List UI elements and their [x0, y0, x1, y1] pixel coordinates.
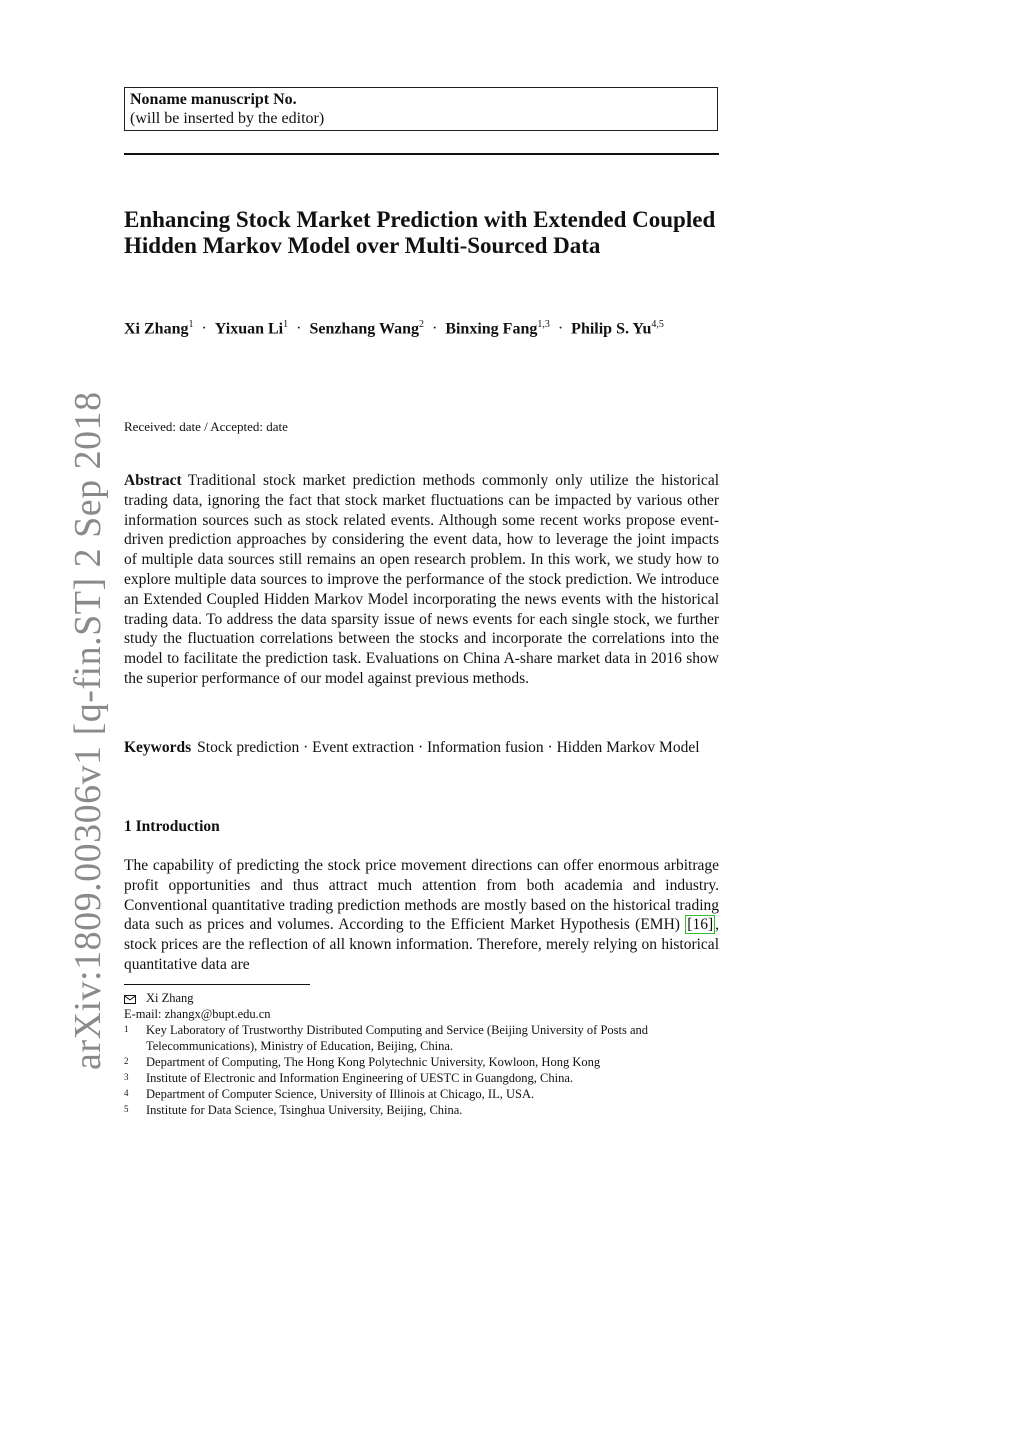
affiliation-footnote: [124, 1086, 724, 1102]
footnote-number: 3: [124, 1072, 129, 1082]
footnotes: [124, 990, 724, 1118]
keywords: [124, 738, 719, 758]
intro-text-part: , stock prices are the reflection of all known information. Therefore, merely relying on historical quantitative data are: [124, 916, 719, 973]
contact-name: Xi Zhang: [146, 991, 194, 1005]
author-affiliation: 1,3: [537, 319, 550, 330]
footnote-number: 5: [124, 1104, 129, 1114]
footnote-number: 4: [124, 1088, 129, 1098]
abstract: [124, 471, 719, 689]
author-affiliation: 1: [188, 319, 194, 330]
envelope-icon: [124, 995, 136, 1004]
affiliation-footnote: [124, 1022, 724, 1054]
arxiv-identifier: arXiv:1809.00306v1 [q-fin.ST] 2 Sep 2018: [67, 391, 109, 1070]
author-list: Xi Zhang$^1$ · Yixuan $Li^1$ · Senzhang Wang$^2$ · Binxing Fang$^{1,3}$ · Philip S. Yu$^{4,5}$: [124, 319, 664, 338]
footnote-text: Institute of Electronic and Information Engineering of UESTC in Guangdong, China.: [146, 1071, 573, 1085]
section-heading: 1 Introduction: [124, 818, 220, 835]
footnote-rule: [124, 984, 310, 985]
author-name: Yixuan Li: [214, 320, 284, 338]
author-affiliation: 2: [418, 319, 424, 330]
intro-paragraph: [124, 856, 719, 975]
header-rule: [124, 153, 719, 155]
footnote-text: Institute for Data Science, Tsinghua University, Beijing, China.: [146, 1103, 463, 1117]
received-date: Received: date / Accepted: date: [124, 419, 288, 434]
footnote-text: Key Laboratory of Trustworthy Distributed Computing and Service (Beijing University of Posts and Telecommunications), Ministry of Education, Beijing, China.: [146, 1023, 649, 1053]
author-name: Philip S. Yu: [571, 320, 652, 338]
footnote-number: 1: [124, 1024, 129, 1034]
affiliation-footnote: [124, 1102, 724, 1118]
abstract-label: Abstract: [124, 472, 182, 489]
footnote-text: Department of Computer Science, University of Illinois at Chicago, IL, USA.: [146, 1087, 535, 1101]
author-name: Binxing Fang: [445, 320, 538, 338]
author-name: Xi Zhang: [124, 320, 189, 338]
intro-text-part: The capability of predicting the stock price movement directions can offer enormous arbitrage profit opportunities and thus attract much attention from both academia and industry. Conventional quantitative trading prediction methods are mostly based on the historical trading data such as prices and volumes. According to the Efficient Market Hypothesis (EMH): [124, 857, 719, 934]
manuscript-editor-note: (will be inserted by the editor): [130, 110, 325, 127]
keywords-text: Stock prediction · Event extraction · Information fusion · Hidden Markov Model: [197, 739, 700, 756]
contact-email: E-mail: zhangx@bupt.edu.cn: [124, 1007, 271, 1021]
affiliation-footnote: [124, 1070, 724, 1086]
author-affiliation: 1: [283, 319, 289, 330]
footnote-number: 2: [124, 1056, 129, 1066]
footnote-text: Department of Computing, The Hong Kong Polytechnic University, Kowloon, Hong Kong: [146, 1055, 601, 1069]
keywords-label: Keywords: [124, 739, 192, 756]
affiliation-footnote: [124, 1054, 724, 1070]
paper-title: Enhancing Stock Market Prediction with Extended Coupled Hidden Markov Model over Multi-Sourced Data: [124, 207, 716, 258]
citation-link[interactable]: [16]: [687, 916, 714, 934]
author-affiliation: 4,5: [651, 319, 664, 330]
manuscript-box: [124, 87, 718, 131]
author-name: Senzhang Wang: [309, 320, 419, 338]
manuscript-number: Noname manuscript No.: [130, 91, 297, 108]
contact-author: [124, 990, 724, 1006]
abstract-text: Traditional stock market prediction methods commonly only utilize the historical trading data, ignoring the fact that stock market fluctuations can be impacted by various other information sources such as stock related events. Although some recent works propose event-driven prediction approaches by considering the event data, how to leverage the joint impacts of multiple data sources still remains an open research problem. In this work, we study how to explore multiple data sources to improve the performance of the stock prediction. We introduce an Extended Coupled Hidden Markov Model incorporating the news events with the historical trading data. To address the data sparsity issue of news events for each single stock, we further study the fluctuation correlations between the stocks and incorporate the correlations into the model to facilitate the prediction task. Evaluations on China A-share market data in 2016 show the superior performance of our model against previous methods.: [124, 472, 719, 687]
